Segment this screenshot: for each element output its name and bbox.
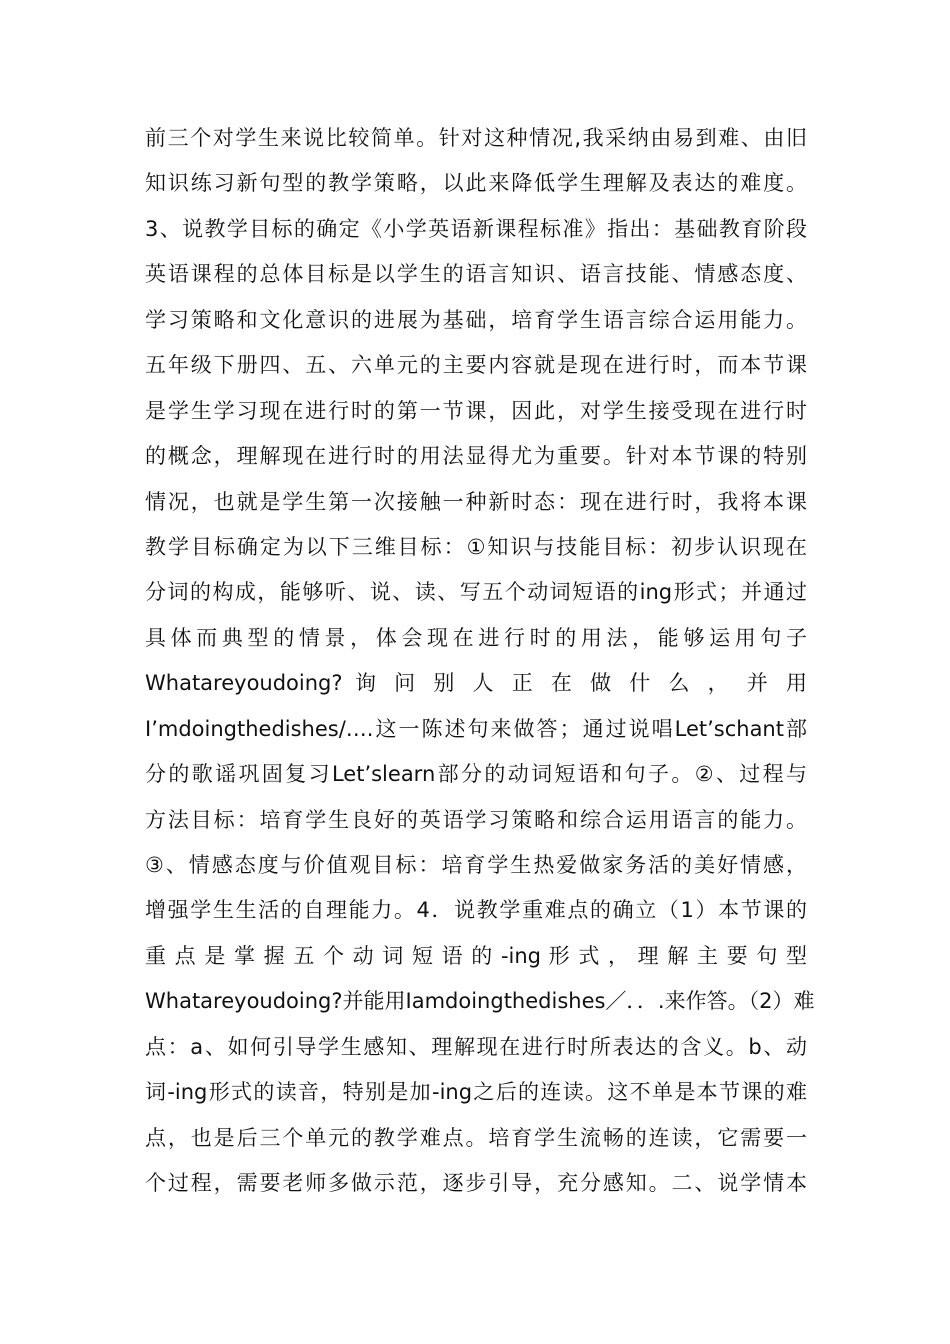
- text-line: I’mdoingthedishes/….这一陈述句来做答；通过说唱Let’schant部: [145, 716, 807, 741]
- text-line: 五年级下册四、五、六单元的主要内容就是现在进行时，而本节课: [145, 353, 807, 378]
- text-line: 方法目标：培育学生良好的英语学习策略和综合运用语言的能力。: [145, 807, 807, 832]
- text-line: 重 点 是 掌 握 五 个 动 词 短 语 的 -ing 形 式 ， 理 解 主 要 句 型: [145, 943, 807, 968]
- text-line: 学习策略和文化意识的进展为基础，培育学生语言综合运用能力。: [145, 307, 807, 332]
- text-line: 教学目标确定为以下三维目标：①知识与技能目标：初步认识现在: [145, 534, 807, 559]
- text-line: Whatareyoudoing?并能用Iamdoingthedishes／．．.来作答。（2）难: [145, 989, 815, 1014]
- text-line: 前三个对学生来说比较简单。针对这种情况,我采纳由易到难、由旧: [145, 126, 807, 150]
- text-line: 知识练习新句型的教学策略，以此来降低学生理解及表达的难度。: [145, 171, 807, 196]
- text-line: 具体而典型的情景，体会现在进行时的用法，能够运用句子: [145, 625, 807, 650]
- body-text: [145, 116, 815, 1207]
- text-line: 点：a、如何引导学生感知、理解现在进行时所表达的含义。b、动: [145, 1034, 807, 1059]
- text-line: 增强学生生活的自理能力。4．说教学重难点的确立（1）本节课的: [145, 898, 807, 923]
- text-line: 点，也是后三个单元的教学难点。培育学生流畅的连读，它需要一: [145, 1125, 807, 1150]
- text-line: ③、情感态度与价值观目标：培育学生热爱做家务活的美好情感，: [145, 853, 807, 877]
- text-line: Whatareyoudoing? 询 问 别 人 正 在 做 什 么 ， 并 用: [145, 671, 807, 696]
- text-line: 英语课程的总体目标是以学生的语言知识、语言技能、情感态度、: [145, 262, 807, 287]
- text-line: 情况，也就是学生第一次接触一种新时态：现在进行时，我将本课: [145, 489, 807, 514]
- text-line: 分词的构成，能够听、说、读、写五个动词短语的ing形式；并通过: [145, 580, 807, 605]
- text-line: 3、说教学目标的确定《小学英语新课程标准》指出：基础教育阶段: [145, 216, 807, 241]
- text-line: 的概念，理解现在进行时的用法显得尤为重要。针对本节课的特别: [145, 444, 807, 469]
- text-line: 是学生学习现在进行时的第一节课，因此，对学生接受现在进行时: [145, 398, 807, 423]
- text-line: 分的歌谣巩固复习Let’slearn部分的动词短语和句子。②、过程与: [145, 762, 807, 787]
- text-line: 词-ing形式的读音，特别是加-ing之后的连读。这不单是本节课的难: [145, 1080, 807, 1105]
- text-line: 个过程，需要老师多做示范，逐步引导，充分感知。二、说学情本: [145, 1171, 807, 1196]
